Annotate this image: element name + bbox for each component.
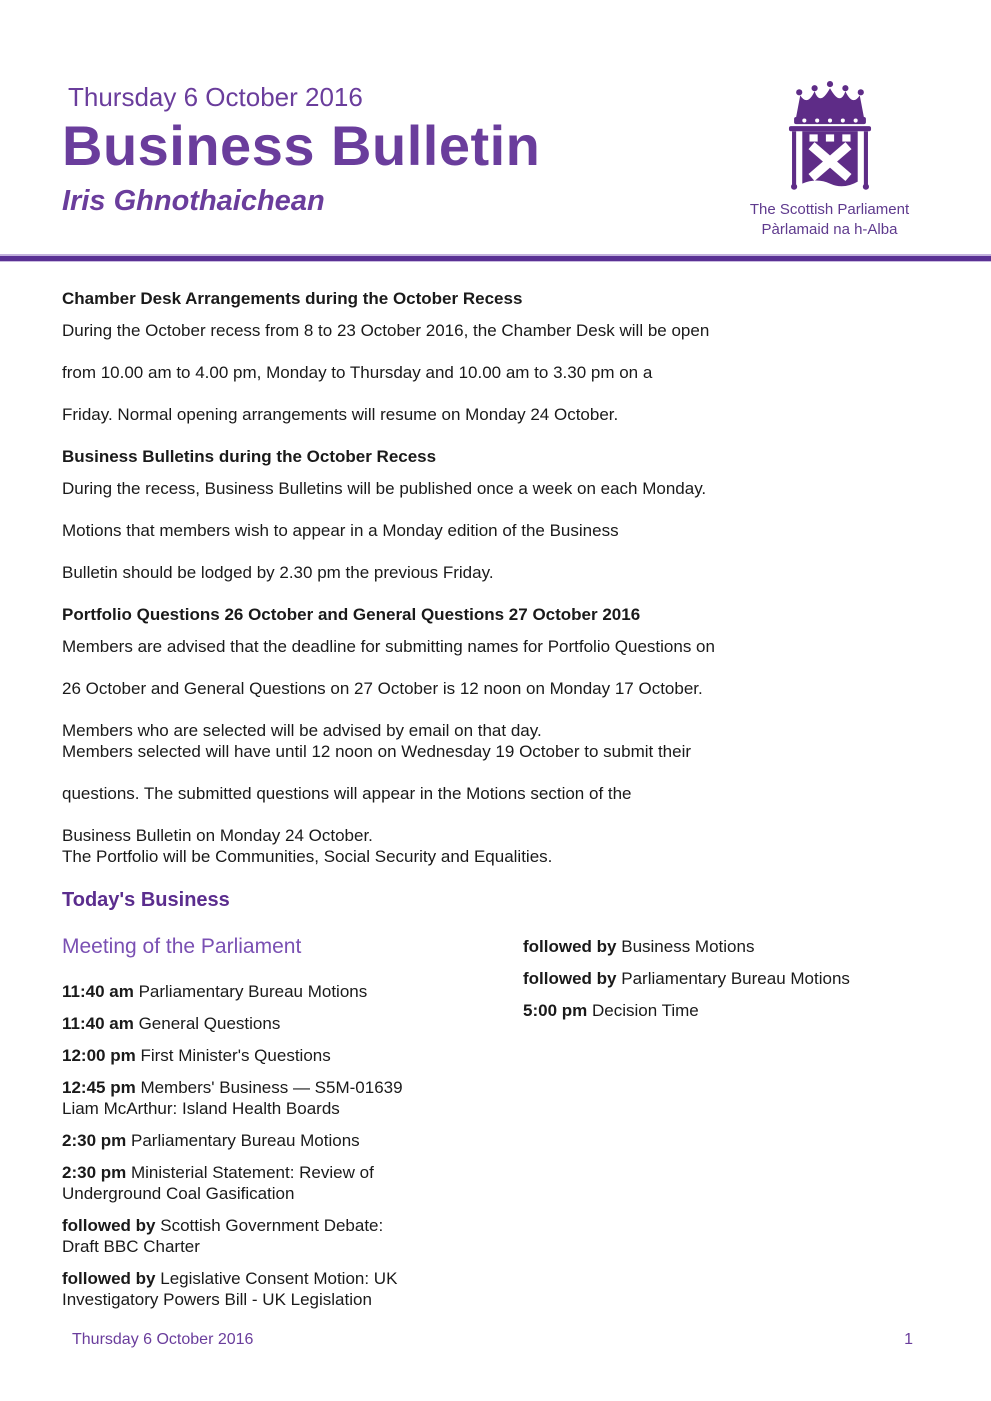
paragraph xyxy=(62,320,929,341)
paragraph-line: 26 October and General Questions on 27 October is 12 noon on Monday 17 October. xyxy=(62,679,703,698)
agenda-column-right xyxy=(523,934,929,1032)
paragraph-line: Friday. Normal opening arrangements will resume on Monday 24 October. xyxy=(62,405,619,424)
agenda-time: followed by xyxy=(523,969,617,988)
agenda-text-line2: Underground Coal Gasification xyxy=(62,1184,295,1203)
paragraph-line: Business Bulletin on Monday 24 October. xyxy=(62,826,373,845)
section-heading: Chamber Desk Arrangements during the October Recess xyxy=(62,289,523,308)
scottish-parliament-logo xyxy=(732,80,927,240)
agenda-time: followed by xyxy=(62,1216,156,1235)
paragraph xyxy=(62,720,929,762)
paragraph xyxy=(62,783,929,804)
footer-page-number: 1 xyxy=(904,1331,913,1348)
agenda-time: 2:30 pm xyxy=(62,1163,127,1182)
header xyxy=(0,0,991,238)
agenda-text: Members' Business — S5M-01639 xyxy=(140,1078,403,1097)
scottish-parliament-emblem-icon xyxy=(763,80,897,198)
agenda-text: Legislative Consent Motion: UK xyxy=(160,1269,398,1288)
agenda-item xyxy=(62,1077,523,1119)
agenda-text-line2: Liam McArthur: Island Health Boards xyxy=(62,1099,340,1118)
agenda-item xyxy=(62,1215,523,1257)
paragraph-line: Members who are selected will be advised by email on that day. xyxy=(62,721,542,740)
agenda-text: Parliamentary Bureau Motions xyxy=(130,1131,360,1150)
page-footer xyxy=(0,1330,991,1350)
agenda-time: 12:00 pm xyxy=(62,1046,136,1065)
agenda-item xyxy=(62,1268,523,1310)
page-subtitle: Iris Ghnothaichean xyxy=(62,185,325,217)
agenda-item xyxy=(62,1013,523,1034)
section-heading: Business Bulletins during the October Recess xyxy=(62,447,437,466)
agenda-item xyxy=(62,1045,523,1066)
logo-wordmark-english: The Scottish Parliament xyxy=(749,201,910,218)
paragraph xyxy=(62,362,929,383)
section-business-bulletins xyxy=(62,446,929,583)
agenda-time: 5:00 pm xyxy=(523,1001,588,1020)
agenda-time: followed by xyxy=(523,937,617,956)
paragraph-line: Members are advised that the deadline for submitting names for Portfolio Questions on xyxy=(62,637,715,656)
paragraph xyxy=(62,478,929,499)
agenda-item xyxy=(523,968,929,989)
todays-business-heading: Today's Business xyxy=(62,889,230,911)
paragraph xyxy=(62,404,929,425)
paragraph-line: questions. The submitted questions will appear in the Motions section of the xyxy=(62,784,632,803)
paragraph-line: Bulletin should be lodged by 2.30 pm the previous Friday. xyxy=(62,563,494,582)
agenda-text: Scottish Government Debate: xyxy=(160,1216,384,1235)
meeting-of-parliament-heading: Meeting of the Parliament xyxy=(62,935,302,958)
page-title: Business Bulletin xyxy=(62,114,541,177)
agenda-column-left xyxy=(62,934,523,1321)
agenda-text: Decision Time xyxy=(591,1001,699,1020)
paragraph-line: The Portfolio will be Communities, Social Security and Equalities. xyxy=(62,847,553,866)
logo-wordmark xyxy=(732,200,927,240)
agenda-columns xyxy=(62,934,929,1321)
agenda-text: General Questions xyxy=(138,1014,281,1033)
paragraph xyxy=(62,825,929,867)
document-body xyxy=(0,262,991,1321)
agenda-item xyxy=(523,1000,929,1021)
agenda-time: 2:30 pm xyxy=(62,1131,127,1150)
section-portfolio-questions xyxy=(62,604,929,867)
agenda-text-line2: Investigatory Powers Bill - UK Legislation xyxy=(62,1290,372,1309)
paragraph-line: from 10.00 am to 4.00 pm, Monday to Thursday and 10.00 am to 3.30 pm on a xyxy=(62,363,653,382)
logo-wordmark-gaelic: Pàrlamaid na h-Alba xyxy=(761,221,898,238)
agenda-time: 11:40 am xyxy=(62,982,134,1001)
paragraph-line: Motions that members wish to appear in a Monday edition of the Business xyxy=(62,521,619,540)
paragraph-line: Members selected will have until 12 noon on Wednesday 19 October to submit their xyxy=(62,742,692,761)
section-chamber-desk xyxy=(62,288,929,425)
agenda-text: First Minister's Questions xyxy=(140,1046,331,1065)
agenda-text-line2: Draft BBC Charter xyxy=(62,1237,200,1256)
section-heading: Portfolio Questions 26 October and General Questions 27 October 2016 xyxy=(62,605,641,624)
agenda-item xyxy=(62,981,523,1002)
paragraph xyxy=(62,678,929,699)
agenda-item xyxy=(523,936,929,957)
paragraph-line: During the recess, Business Bulletins will be published once a week on each Monday. xyxy=(62,479,707,498)
agenda-item xyxy=(62,1130,523,1151)
agenda-text: Ministerial Statement: Review of xyxy=(130,1163,374,1182)
paragraph xyxy=(62,636,929,657)
header-date: Thursday 6 October 2016 xyxy=(68,82,363,112)
paragraph-line: During the October recess from 8 to 23 October 2016, the Chamber Desk will be open xyxy=(62,321,710,340)
footer-date: Thursday 6 October 2016 xyxy=(72,1331,254,1348)
paragraph xyxy=(62,520,929,541)
agenda-text: Parliamentary Bureau Motions xyxy=(621,969,850,988)
agenda-item xyxy=(62,1162,523,1204)
agenda-time: followed by xyxy=(62,1269,156,1288)
paragraph xyxy=(62,562,929,583)
agenda-text: Parliamentary Bureau Motions xyxy=(138,982,368,1001)
agenda-text: Business Motions xyxy=(621,937,755,956)
agenda-time: 12:45 pm xyxy=(62,1078,136,1097)
header-divider-rule xyxy=(0,254,991,262)
agenda-time: 11:40 am xyxy=(62,1014,134,1033)
